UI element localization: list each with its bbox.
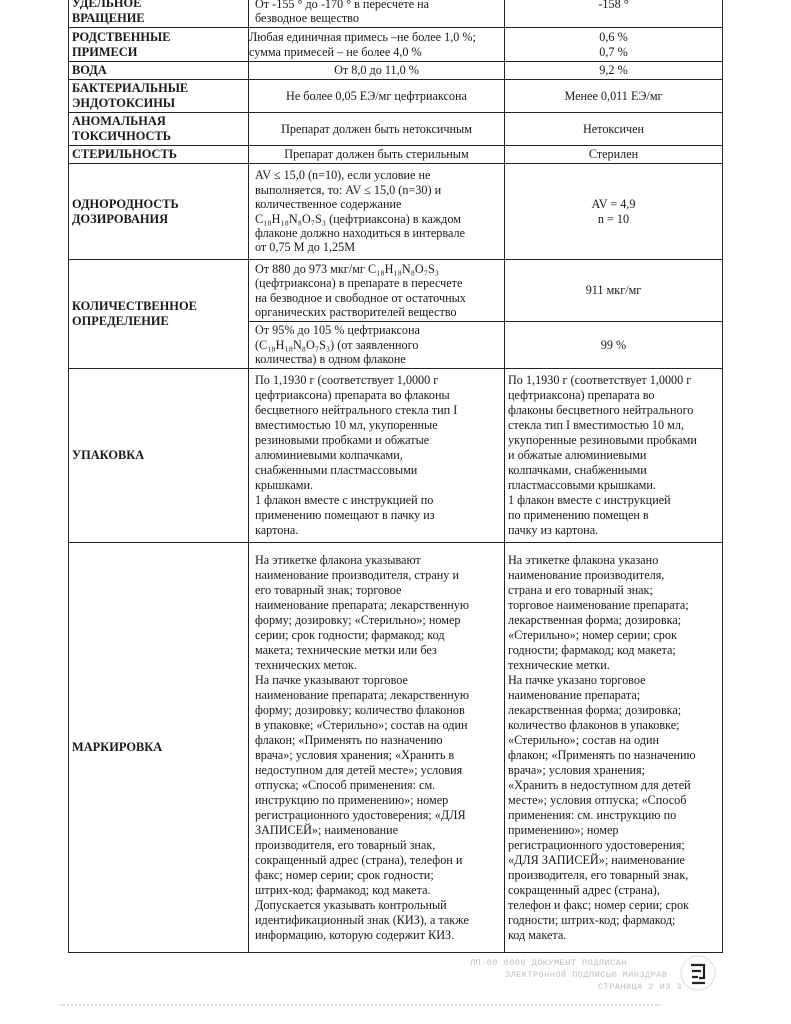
result-line: производителя, его товарный знак, (508, 867, 689, 882)
norm-line: наименование препарата; лекарственную (255, 597, 469, 612)
row-name (69, 28, 249, 62)
result-line: колпачками, снабженными (508, 463, 647, 477)
norm-line: форму; дозировку; «Стерильно»; номер (255, 612, 461, 627)
norm-line: форму; дозировку; количество флаконов (255, 702, 465, 717)
row-norm: Не более 0,05 ЕЭ/мг цефтриаксона (249, 80, 505, 113)
norm-line: флаконе должно находиться в интервале (255, 225, 466, 240)
row-result: 911 мкг/мг (505, 260, 723, 322)
result-line: По 1,1930 г (соответствует 1,0000 г (508, 373, 692, 387)
result-line: врача»; условия хранения; (508, 762, 646, 777)
row-name (69, 260, 249, 369)
table-row-endotoxins (69, 80, 723, 113)
row-result: Стерилен (505, 146, 723, 164)
norm-line: По 1,1930 г (соответствует 1,0000 г (255, 373, 439, 387)
watermark-line: ЛП-00 0000 ДОКУМЕНТ ПОДПИСАН (470, 958, 627, 968)
table-row-rotation (69, 0, 723, 28)
result-line: наименование препарата; (508, 687, 641, 702)
result-line: стекла тип I вместимостью 10 мл, (508, 418, 684, 432)
row-name-line: БАКТЕРИАЛЬНЫЕ (72, 81, 189, 95)
table-row-uniformity (69, 164, 723, 260)
result-line: 0,6 % (599, 30, 628, 45)
norm-line: факс; номер серии; срок годности; (255, 867, 434, 882)
watermark-line: ЭЛЕКТРОННОЙ ПОДПИСЬЮ МИНЗДРАВ (505, 970, 668, 980)
result-line: 0,7 % (599, 44, 628, 59)
norm-line: на безводное и свободное от остаточных (255, 290, 466, 305)
norm-line: наименование препарата; лекарственную (255, 687, 469, 702)
table-row-water (69, 62, 723, 80)
norm-line: применению помещают в пачку из (255, 508, 435, 522)
norm-line: картона. (255, 523, 299, 537)
result-line: применению»; номер (508, 822, 619, 837)
table-row-packaging (69, 369, 723, 543)
row-name (69, 164, 249, 260)
row-norm (249, 0, 505, 28)
norm-line: отпуска; «Способ применения: см. (255, 777, 436, 792)
row-result: Нетоксичен (505, 113, 723, 146)
row-norm (249, 543, 505, 953)
row-name-line: ЭНДОТОКСИНЫ (72, 96, 176, 110)
norm-line: наименование производителя, страну и (255, 567, 459, 582)
row-name-line: ОДНОРОДНОСТЬ (72, 196, 179, 211)
result-line: флакон; «Применять по назначению (508, 747, 696, 762)
norm-line: производителя, его товарный знак, (255, 837, 436, 852)
norm-line: количественное содержание (255, 197, 402, 212)
norm-line: врача»; условия хранения; «Хранить в (255, 747, 455, 762)
norm-line: AV ≤ 15,0 (n=10), если условие не (255, 168, 431, 183)
row-result (505, 164, 723, 260)
row-norm: От 8,0 до 11,0 % (249, 62, 505, 80)
norm-line: Любая единичная примесь –не более 1,0 %; (249, 30, 476, 45)
norm-line: выполняется, то: AV ≤ 15,0 (n=30) и (255, 182, 442, 197)
result-line: «Стерильно»; состав на один (508, 732, 660, 747)
row-name: УПАКОВКА (69, 369, 249, 543)
table-row-assay-a (69, 260, 723, 322)
result-line: пластмассовыми крышками. (508, 478, 656, 492)
norm-line: (цефтриаксона) в препарате в пересчете (255, 276, 463, 291)
row-norm (249, 28, 505, 62)
watermark-line: СТРАНИЦА 2 ИЗ 3 (598, 982, 683, 992)
result-line: укупоренные резиновыми пробками (508, 433, 697, 447)
row-name-line: ОПРЕДЕЛЕНИЕ (72, 314, 169, 328)
row-name-line: АНОМАЛЬНАЯ (72, 114, 166, 128)
row-name-line: КОЛИЧЕСТВЕННОЕ (72, 299, 197, 313)
result-line: по применению помещен в (508, 508, 649, 522)
norm-line: количества) в одном флаконе (255, 352, 406, 367)
result-line: код макета. (508, 927, 567, 942)
norm-line: идентификационный знак (КИЗ), а также (255, 912, 469, 927)
result-line: «Стерильно»; номер серии; срок (508, 627, 677, 642)
norm-line: резиновыми пробками и обжатые (255, 433, 430, 447)
norm-line: От -155 ° до -170 ° в пересчете на (255, 0, 430, 11)
row-result: 9,2 % (505, 62, 723, 80)
norm-line: От 95% до 105 % цефтриаксона (255, 323, 420, 338)
row-name: МАРКИРОВКА (69, 543, 249, 953)
result-line: регистрационного удостоверения; (508, 837, 685, 852)
result-line: «Хранить в недоступном для детей (508, 777, 691, 792)
row-name (69, 80, 249, 113)
norm-line: снабженными пластмассовыми (255, 463, 418, 477)
row-name-line: ДОЗИРОВАНИЯ (72, 211, 169, 226)
norm-line: в упаковке; «Стерильно»; состав на один (255, 717, 468, 732)
norm-line: флакон; «Применять по назначению (255, 732, 443, 747)
row-result (505, 28, 723, 62)
norm-line: серии; срок годности; фармакод; код (255, 627, 445, 642)
row-result: -158 ° (505, 0, 723, 28)
row-norm (249, 260, 505, 322)
norm-line: макета; технические метки или без (255, 642, 437, 657)
result-line: флаконы бесцветного нейтрального (508, 403, 694, 417)
result-line: лекарственная форма; дозировка; (508, 702, 682, 717)
table-row-toxicity (69, 113, 723, 146)
norm-line: ЗАПИСЕЙ»; наименование (255, 822, 399, 837)
norm-line: сумма примесей – не более 4,0 % (249, 44, 422, 59)
row-name-line: ПРИМЕСИ (72, 44, 138, 59)
row-name-line: УДЕЛЬНОЕ (72, 0, 142, 10)
norm-line: (C₁₈H₁₈N₈O₇S₃) (от заявленного (255, 337, 419, 352)
row-name (69, 0, 249, 28)
norm-line: На этикетке флакона указывают (255, 552, 421, 567)
norm-line: цефтриаксона) препарата во флаконы (255, 388, 450, 402)
result-line: сокращенный адрес (страна), (508, 882, 660, 897)
row-norm (249, 369, 505, 543)
norm-line: регистрационного удостоверения; «ДЛЯ (255, 807, 466, 822)
specification-document (68, 0, 722, 953)
result-line: торговое наименование препарата; (508, 597, 689, 612)
result-line: лекарственная форма; дозировка; (508, 612, 682, 627)
result-line: AV = 4,9 (591, 197, 636, 212)
result-line: страна и его товарный знак; (508, 582, 653, 597)
result-line: пачку из картона. (508, 523, 599, 537)
norm-line: его товарный знак; торговое (255, 582, 402, 597)
row-name (69, 113, 249, 146)
norm-line: алюминиевыми колпачками, (255, 448, 403, 462)
table-row-impurities (69, 28, 723, 62)
norm-line: штрих-код; фармакод; код макета. (255, 882, 431, 897)
norm-line: от 0,75 М до 1,25М (255, 240, 356, 255)
row-result (505, 543, 723, 953)
norm-line: технических меток. (255, 657, 357, 672)
result-line: и обжатые алюминиевыми (508, 448, 647, 462)
norm-line: На пачке указывают торговое (255, 672, 408, 687)
result-line: годности; фармакод; код макета; (508, 642, 676, 657)
result-line: цефтриаксона) препарата во (508, 388, 655, 402)
row-name-line: ТОКСИЧНОСТЬ (72, 129, 171, 143)
row-result: Менее 0,011 ЕЭ/мг (505, 80, 723, 113)
document-scan-icon (679, 954, 717, 992)
norm-line: C₁₈H₁₈N₈O₇S₃ (цефтриаксона) в каждом (255, 211, 461, 226)
result-line: годности; штрих-код; фармакод; (508, 912, 676, 927)
row-norm: Препарат должен быть стерильным (249, 146, 505, 164)
scan-noise-divider (60, 1004, 660, 1008)
row-norm (249, 164, 505, 260)
norm-line: От 880 до 973 мкг/мг C₁₈H₁₈N₈O₇S₃ (255, 261, 440, 276)
norm-line: недоступном для детей месте»; условия (255, 762, 463, 777)
table-row-marking (69, 543, 723, 953)
specification-table (68, 0, 723, 953)
result-line: месте»; условия отпуска; «Способ (508, 792, 687, 807)
norm-line: крышками. (255, 478, 314, 492)
row-name-line: ВРАЩЕНИЕ (72, 11, 145, 25)
norm-line: органических растворителей вещество (255, 304, 457, 319)
result-line: n = 10 (597, 211, 630, 226)
norm-line: информацию, которую содержит КИЗ. (255, 927, 455, 942)
table-row-sterility (69, 146, 723, 164)
row-norm (249, 322, 505, 369)
row-name-line: РОДСТВЕННЫЕ (72, 29, 171, 44)
row-name: ВОДА (69, 62, 249, 80)
row-result: 99 % (505, 322, 723, 369)
result-line: применения: см. инструкцию по (508, 807, 677, 822)
result-line: «ДЛЯ ЗАПИСЕЙ»; наименование (508, 852, 685, 867)
norm-line: вместимостью 10 мл, укупоренные (255, 418, 438, 432)
result-line: На этикетке флакона указано (508, 552, 659, 567)
norm-line: бесцветного нейтрального стекла тип I (255, 403, 458, 417)
result-line: телефон и факс; номер серии; срок (508, 897, 689, 912)
norm-line: инструкцию по применению»; номер (255, 792, 449, 807)
result-line: количество флаконов в упаковке; (508, 717, 680, 732)
row-result (505, 369, 723, 543)
result-line: технические метки. (508, 657, 610, 672)
row-name: СТЕРИЛЬНОСТЬ (69, 146, 249, 164)
norm-line: сокращенный адрес (страна), телефон и (255, 852, 463, 867)
norm-line: Допускается указывать контрольный (255, 897, 447, 912)
row-norm: Препарат должен быть нетоксичным (249, 113, 505, 146)
norm-line: безводное вещество (255, 11, 359, 25)
result-line: На пачке указано торговое (508, 672, 646, 687)
result-line: наименование производителя, (508, 567, 665, 582)
norm-line: 1 флакон вместе с инструкцией по (255, 493, 434, 507)
result-line: 1 флакон вместе с инструкцией (508, 493, 671, 507)
